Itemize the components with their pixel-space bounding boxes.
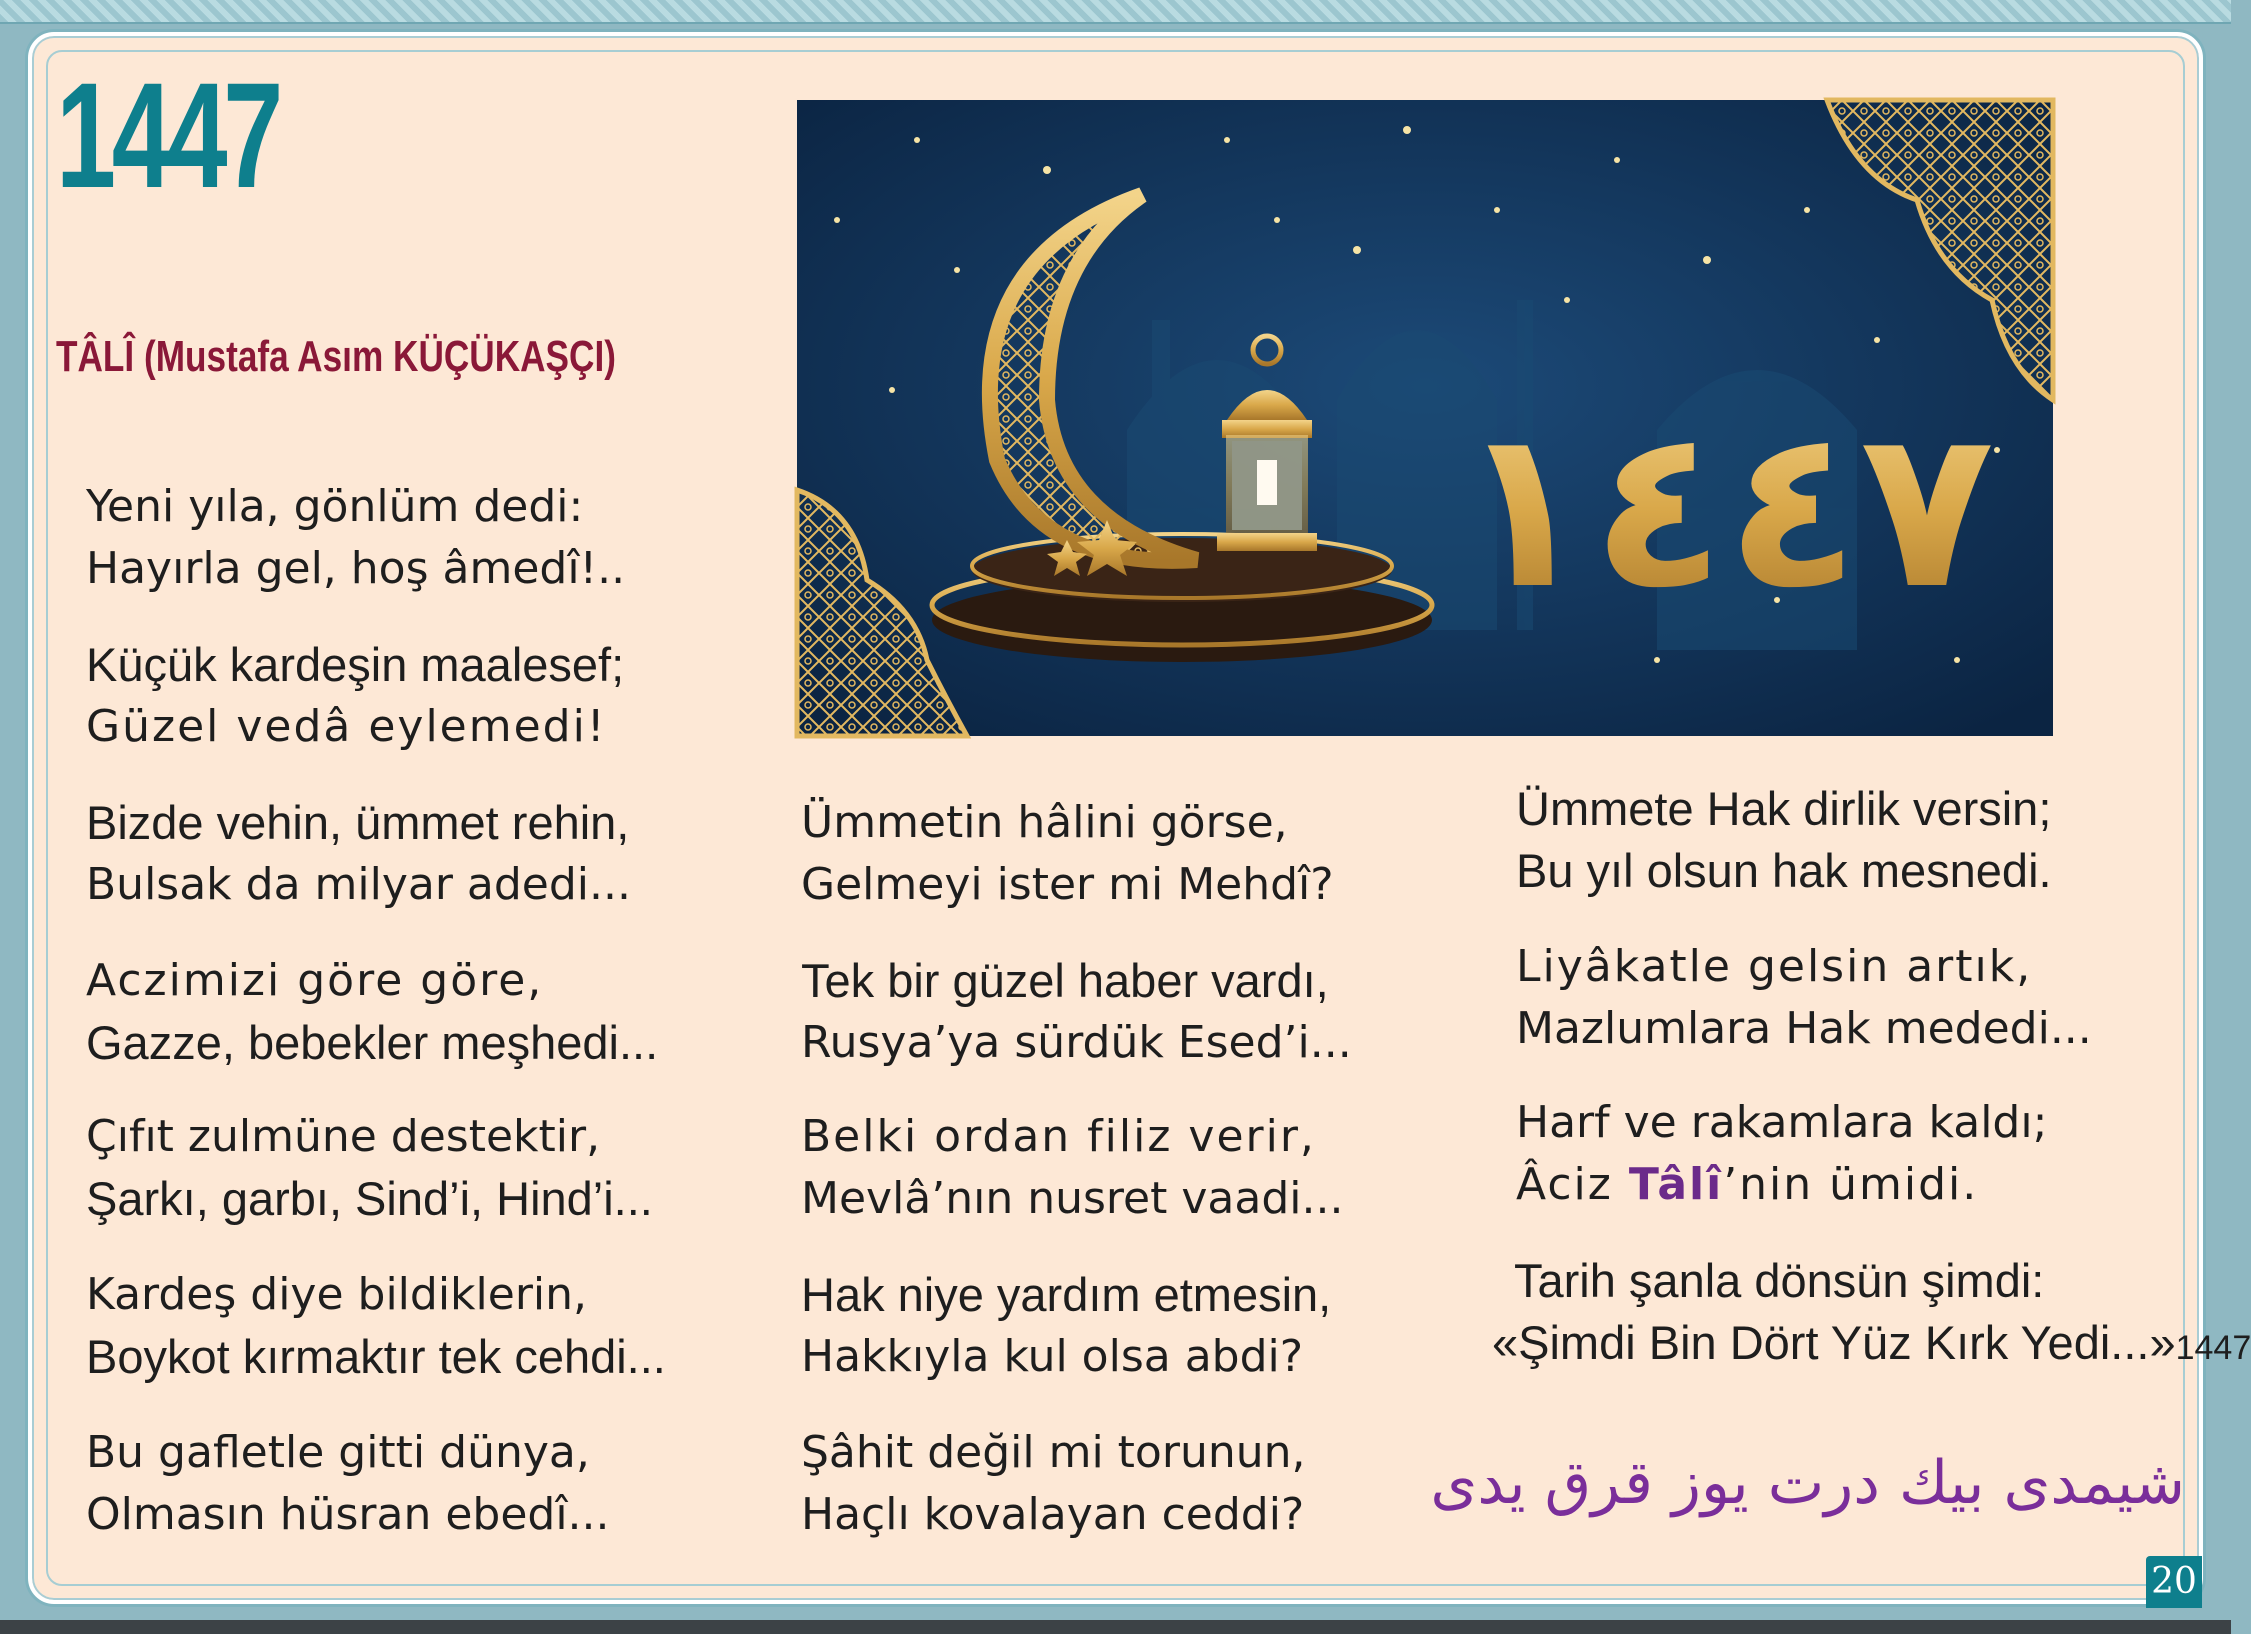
verse-line: Olmasın hüsran ebedî... xyxy=(86,1489,610,1540)
verse-line: Rusya’ya sürdük Esed’i... xyxy=(801,1017,1352,1068)
verse-line: Tek bir güzel haber vardı, xyxy=(801,954,1329,1007)
verse-line: Harf ve rakamlara kaldı; xyxy=(1516,1097,2048,1148)
verse-line: Hak niye yardım etmesin, xyxy=(801,1268,1332,1321)
stanza-1-7 xyxy=(86,1422,610,1546)
stanza-3-1 xyxy=(1516,778,2052,902)
verse-line: Hakkıyla kul olsa abdi? xyxy=(801,1331,1304,1382)
verse-line: Haçlı kovalayan ceddi? xyxy=(801,1489,1305,1540)
stanza-1-3 xyxy=(86,792,631,916)
verse-line: Güzel vedâ eylemedi! xyxy=(86,701,607,752)
chronogram-year: 1447 xyxy=(2175,1329,2251,1367)
stanza-1-5 xyxy=(86,1106,653,1230)
stanza-3-4 xyxy=(1492,1250,2251,1379)
verse-line: Aczimizi göre göre, xyxy=(86,955,544,1006)
verse-line: Çıfıt zulmüne destektir, xyxy=(86,1111,601,1162)
verse-line: Hayırla gel, hoş âmedî!.. xyxy=(86,543,626,594)
verse-line: Bizde vehin, ümmet rehin, xyxy=(86,796,630,849)
verse-line: Bu gafletle gitti dünya, xyxy=(86,1427,590,1478)
verse-line: Gelmeyi ister mi Mehdî? xyxy=(801,859,1334,910)
stanza-2-3 xyxy=(801,1106,1343,1230)
stanza-1-1 xyxy=(86,476,625,600)
verse-line-tali xyxy=(1516,1154,2047,1216)
stanza-1-6 xyxy=(86,1264,666,1388)
verse-prefix: Âciz xyxy=(1516,1159,1629,1210)
banner-illustration xyxy=(797,100,2053,736)
verse-line: Belki ordan filiz verir, xyxy=(801,1111,1316,1162)
bottom-bar xyxy=(0,1620,2231,1634)
year-heading: 1447 xyxy=(56,51,279,219)
chronogram-text: «Şimdi Bin Dört Yüz Kırk Yedi...» xyxy=(1492,1316,2176,1369)
stanza-1-2 xyxy=(86,634,624,758)
verse-line: Kardeş diye bildiklerin, xyxy=(86,1269,588,1320)
poet-pen-name: Tâlî xyxy=(1628,1159,1724,1210)
stanza-3-3 xyxy=(1516,1092,2047,1216)
verse-line: Mevlâ’nın nusret vaadi... xyxy=(801,1173,1344,1224)
verse-line: Bulsak da milyar adedi... xyxy=(86,859,631,910)
stanza-2-2 xyxy=(801,950,1352,1074)
verse-line-chronogram xyxy=(1492,1312,2251,1379)
verse-line: Şarkı, garbı, Sind’i, Hind’i... xyxy=(86,1172,653,1225)
ottoman-script-line: شیمدی بیك درت یوز قرق یدی xyxy=(1430,1448,2185,1518)
verse-line: Küçük kardeşin maalesef; xyxy=(86,638,625,691)
verse-line: Gazze, bebekler meşhedi... xyxy=(86,1016,659,1069)
verse-line: Mazlumlara Hak mededi... xyxy=(1516,1003,2092,1054)
verse-line: Boykot kırmaktır tek cehdi... xyxy=(86,1330,666,1383)
stanza-2-5 xyxy=(801,1422,1305,1546)
verse-line: Yeni yıla, gönlüm dedi: xyxy=(86,481,584,532)
verse-line: Ümmetin hâlini görse, xyxy=(801,797,1288,848)
verse-line: Şâhit değil mi torunun, xyxy=(801,1427,1306,1478)
verse-line: Ümmete Hak dirlik versin; xyxy=(1516,782,2052,835)
ramadan-banner xyxy=(797,100,2053,736)
stanza-3-2 xyxy=(1516,936,2092,1060)
verse-suffix: ’nin ümidi. xyxy=(1723,1159,1979,1210)
verse-line: Tarih şanla dönsün şimdi: xyxy=(1514,1254,2045,1307)
page-number: 20 xyxy=(2146,1556,2202,1608)
verse-line: Liyâkatle gelsin artık, xyxy=(1516,941,2033,992)
verse-line: Bu yıl olsun hak mesnedi. xyxy=(1516,844,2052,897)
top-decorative-strip xyxy=(0,0,2231,24)
author-name: TÂLÎ (Mustafa Asım KÜÇÜKAŞÇI) xyxy=(56,332,616,381)
stanza-2-4 xyxy=(801,1264,1331,1388)
stanza-1-4 xyxy=(86,950,658,1074)
arabic-year: ١٤٤٧ xyxy=(1457,381,1995,637)
stanza-2-1 xyxy=(801,792,1334,916)
